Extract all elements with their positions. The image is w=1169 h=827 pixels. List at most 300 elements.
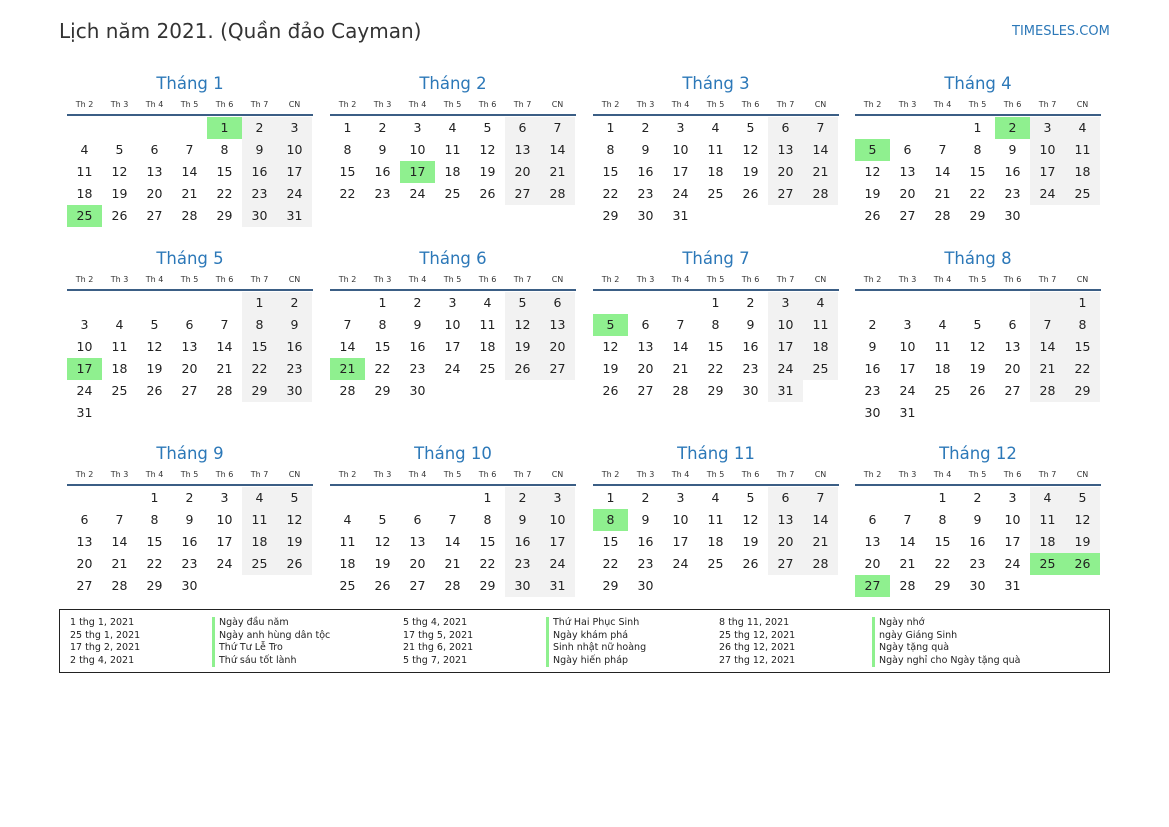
weekday-label: Th 6 <box>478 275 497 284</box>
day-cell: 11 <box>1030 509 1065 531</box>
day-cell: 18 <box>242 531 277 553</box>
legend-names-col-3 <box>872 617 1021 667</box>
day-cell: 22 <box>479 556 496 571</box>
weekday-label: Th 4 <box>145 100 164 109</box>
empty-day-cell <box>400 487 435 509</box>
legend-holiday-name: Ngày hiến pháp <box>553 654 629 666</box>
legend-date: 5 thg 7, 2021 <box>403 654 468 666</box>
month-calendar <box>855 441 1101 597</box>
day-grid <box>855 291 1101 424</box>
day-cell: 15 <box>707 339 724 354</box>
day-cell: 20 <box>146 186 163 201</box>
month-name: Tháng 12 <box>939 444 1017 463</box>
day-cell: 7 <box>803 487 838 509</box>
day-cell: 25 <box>803 358 838 380</box>
day-cell: 24 <box>672 186 689 201</box>
day-cell: 3 <box>540 487 575 509</box>
day-cell: 25 <box>242 553 277 575</box>
day-cell: 18 <box>76 186 93 201</box>
day-cell: 18 <box>1065 161 1100 183</box>
day-cell: 30 <box>637 578 654 593</box>
day-cell: 18 <box>934 361 951 376</box>
legend-holiday-name: Thứ Hai Phục Sinh <box>553 617 640 628</box>
day-cell: 5 <box>378 512 387 527</box>
month-calendar <box>593 441 839 597</box>
day-cell: 14 <box>672 339 689 354</box>
day-cell: 24 <box>540 553 575 575</box>
day-cell: 28 <box>899 578 916 593</box>
empty-day-cell <box>890 487 925 509</box>
day-cell: 14 <box>1030 336 1065 358</box>
day-cell: 28 <box>216 383 233 398</box>
day-cell: 24 <box>768 358 803 380</box>
day-cell: 28 <box>803 183 838 205</box>
month-name: Tháng 1 <box>156 74 224 93</box>
day-cell: 19 <box>602 361 619 376</box>
legend-date: 25 thg 1, 2021 <box>70 629 141 641</box>
day-cell: 31 <box>540 575 575 597</box>
day-cell: 23 <box>969 556 986 571</box>
weekday-label: Th 7 <box>1038 275 1057 284</box>
day-cell: 20 <box>1004 361 1021 376</box>
legend-dates-col-1 <box>70 617 140 667</box>
weekday-label: Th 2 <box>338 100 357 109</box>
day-cell: 7 <box>115 512 124 527</box>
month-name: Tháng 6 <box>419 249 487 268</box>
day-cell: 8 <box>483 512 492 527</box>
weekday-header <box>855 467 1101 486</box>
day-cell: 8 <box>150 512 159 527</box>
day-cell: 16 <box>374 164 391 179</box>
day-cell: 5 <box>746 490 755 505</box>
month-name: Tháng 2 <box>419 74 487 93</box>
month-calendar <box>67 441 313 597</box>
day-cell: 6 <box>185 317 194 332</box>
day-cell: 20 <box>637 361 654 376</box>
day-cell: 22 <box>216 186 233 201</box>
day-cell: 9 <box>641 142 650 157</box>
day-cell: 29 <box>602 208 619 223</box>
day-cell: 28 <box>934 208 951 223</box>
day-cell: 23 <box>242 183 277 205</box>
day-cell: 24 <box>899 383 916 398</box>
day-grid <box>67 116 313 227</box>
page-title: Lịch năm 2021. (Quần đảo Cayman) <box>59 19 422 43</box>
holiday-day-cell: 5 <box>593 314 628 336</box>
weekday-label: Th 7 <box>513 275 532 284</box>
day-cell: 4 <box>938 317 947 332</box>
day-cell: 3 <box>1030 117 1065 139</box>
weekday-label: Th 3 <box>636 275 655 284</box>
weekday-label: Th 2 <box>75 470 94 479</box>
day-cell: 13 <box>899 164 916 179</box>
day-cell: 17 <box>1004 534 1021 549</box>
day-cell: 16 <box>409 339 426 354</box>
empty-day-cell <box>67 292 102 314</box>
weekday-label: Th 5 <box>968 100 987 109</box>
day-cell: 26 <box>969 383 986 398</box>
day-cell: 26 <box>277 553 312 575</box>
weekday-label: Th 6 <box>1003 100 1022 109</box>
day-cell: 10 <box>409 142 426 157</box>
day-cell: 11 <box>1065 139 1100 161</box>
day-cell: 6 <box>505 117 540 139</box>
weekday-label: Th 6 <box>478 100 497 109</box>
legend-holiday-name: Ngày tặng quà <box>879 642 950 654</box>
day-cell: 27 <box>409 578 426 593</box>
day-cell: 23 <box>374 186 391 201</box>
day-cell: 19 <box>146 361 163 376</box>
day-cell: 11 <box>111 339 128 354</box>
empty-day-cell <box>102 487 137 509</box>
day-cell: 12 <box>1065 509 1100 531</box>
legend-holiday-name: ngày Giáng Sinh <box>879 629 958 641</box>
day-cell: 7 <box>185 142 194 157</box>
day-cell: 23 <box>277 358 312 380</box>
weekday-label: Th 5 <box>180 275 199 284</box>
day-cell: 28 <box>1030 380 1065 402</box>
day-cell: 18 <box>111 361 128 376</box>
day-cell: 27 <box>540 358 575 380</box>
weekday-label: Th 6 <box>741 470 760 479</box>
legend-date: 26 thg 12, 2021 <box>719 642 796 654</box>
day-cell: 27 <box>1004 383 1021 398</box>
day-cell: 21 <box>934 186 951 201</box>
day-cell: 8 <box>938 512 947 527</box>
day-cell: 7 <box>448 512 457 527</box>
day-cell: 9 <box>868 339 877 354</box>
day-cell: 4 <box>80 142 89 157</box>
day-cell: 18 <box>444 164 461 179</box>
day-cell: 2 <box>746 295 755 310</box>
month-calendar <box>330 71 576 205</box>
weekday-label: Th 2 <box>601 470 620 479</box>
day-cell: 21 <box>899 556 916 571</box>
weekday-label: Th 4 <box>933 275 952 284</box>
day-cell: 30 <box>277 380 312 402</box>
day-cell: 16 <box>1004 164 1021 179</box>
day-cell: 15 <box>479 534 496 549</box>
day-cell: 13 <box>505 139 540 161</box>
weekday-label: Th 6 <box>741 275 760 284</box>
holiday-day-cell: 25 <box>1030 553 1065 575</box>
day-grid <box>593 486 839 597</box>
day-cell: 12 <box>479 142 496 157</box>
day-cell: 4 <box>483 295 492 310</box>
weekday-label: Th 4 <box>408 100 427 109</box>
day-cell: 21 <box>672 361 689 376</box>
day-cell: 16 <box>505 531 540 553</box>
day-grid <box>330 291 576 402</box>
day-cell: 27 <box>76 578 93 593</box>
day-cell: 26 <box>146 383 163 398</box>
month-name: Tháng 3 <box>682 74 750 93</box>
day-cell: 1 <box>938 490 947 505</box>
weekday-header <box>67 272 313 291</box>
holiday-day-cell: 27 <box>855 575 890 597</box>
holiday-legend <box>59 609 1110 673</box>
legend-holiday-name: Ngày đầu năm <box>219 617 289 628</box>
day-cell: 23 <box>637 556 654 571</box>
holiday-day-cell: 2 <box>995 117 1030 139</box>
day-cell: 2 <box>413 295 422 310</box>
month-calendar <box>330 246 576 402</box>
day-cell: 11 <box>707 142 724 157</box>
empty-day-cell <box>207 292 242 314</box>
day-cell: 19 <box>742 164 759 179</box>
day-cell: 28 <box>444 578 461 593</box>
day-grid <box>593 291 839 402</box>
day-cell: 16 <box>242 161 277 183</box>
day-cell: 26 <box>602 383 619 398</box>
day-cell: 27 <box>899 208 916 223</box>
day-cell: 14 <box>540 139 575 161</box>
day-cell: 5 <box>1065 487 1100 509</box>
day-cell: 21 <box>540 161 575 183</box>
day-cell: 28 <box>803 553 838 575</box>
day-cell: 7 <box>540 117 575 139</box>
day-cell: 19 <box>374 556 391 571</box>
legend-names-col-1 <box>212 617 330 667</box>
weekday-label: Th 5 <box>706 275 725 284</box>
legend-dates-col-2 <box>403 617 473 667</box>
day-cell: 7 <box>938 142 947 157</box>
day-cell: 7 <box>803 117 838 139</box>
day-cell: 13 <box>146 164 163 179</box>
day-cell: 28 <box>540 183 575 205</box>
day-cell: 4 <box>343 512 352 527</box>
day-cell: 19 <box>1065 531 1100 553</box>
day-cell: 2 <box>868 317 877 332</box>
day-cell: 11 <box>76 164 93 179</box>
day-cell: 23 <box>864 383 881 398</box>
weekday-header <box>593 272 839 291</box>
day-cell: 4 <box>448 120 457 135</box>
day-cell: 1 <box>483 490 492 505</box>
day-grid <box>855 486 1101 597</box>
legend-holiday-name: Sinh nhật nữ hoàng <box>553 642 647 654</box>
day-cell: 26 <box>864 208 881 223</box>
day-cell: 22 <box>242 358 277 380</box>
day-cell: 27 <box>505 183 540 205</box>
day-cell: 22 <box>969 186 986 201</box>
month-calendar <box>330 441 576 597</box>
day-cell: 21 <box>1030 358 1065 380</box>
day-cell: 18 <box>803 336 838 358</box>
weekday-label: CN <box>288 275 301 284</box>
month-calendar <box>67 71 313 227</box>
day-cell: 25 <box>707 556 724 571</box>
day-cell: 31 <box>277 205 312 227</box>
day-cell: 17 <box>672 534 689 549</box>
weekday-header <box>593 97 839 116</box>
day-cell: 22 <box>1065 358 1100 380</box>
day-cell: 1 <box>606 120 615 135</box>
weekday-header <box>855 272 1101 291</box>
weekday-label: Th 2 <box>75 100 94 109</box>
weekday-label: Th 7 <box>776 470 795 479</box>
day-cell: 9 <box>973 512 982 527</box>
day-cell: 30 <box>1004 208 1021 223</box>
day-cell: 23 <box>637 186 654 201</box>
day-cell: 12 <box>505 314 540 336</box>
weekday-label: Th 2 <box>601 275 620 284</box>
day-cell: 24 <box>216 556 233 571</box>
day-cell: 2 <box>242 117 277 139</box>
month-calendar <box>593 246 839 402</box>
day-grid <box>593 116 839 227</box>
day-grid <box>855 116 1101 227</box>
weekday-label: CN <box>288 470 301 479</box>
day-cell: 6 <box>768 487 803 509</box>
day-cell: 12 <box>864 164 881 179</box>
day-cell: 30 <box>864 405 881 420</box>
day-cell: 8 <box>1065 314 1100 336</box>
day-cell: 22 <box>934 556 951 571</box>
day-cell: 29 <box>602 578 619 593</box>
empty-day-cell <box>855 292 890 314</box>
day-cell: 16 <box>864 361 881 376</box>
day-cell: 9 <box>277 314 312 336</box>
day-cell: 3 <box>220 490 229 505</box>
legend-date: 21 thg 6, 2021 <box>403 642 474 654</box>
day-cell: 30 <box>742 383 759 398</box>
day-cell: 12 <box>742 512 759 527</box>
legend-date: 5 thg 4, 2021 <box>403 617 468 628</box>
holiday-day-cell: 17 <box>67 358 102 380</box>
day-cell: 13 <box>637 339 654 354</box>
empty-day-cell <box>925 117 960 139</box>
day-cell: 19 <box>505 336 540 358</box>
day-cell: 9 <box>242 139 277 161</box>
day-cell: 1 <box>1065 292 1100 314</box>
day-cell: 7 <box>1030 314 1065 336</box>
month-calendar <box>67 246 313 424</box>
day-grid <box>330 116 576 205</box>
day-cell: 11 <box>934 339 951 354</box>
weekday-label: Th 4 <box>671 100 690 109</box>
day-cell: 17 <box>540 531 575 553</box>
day-cell: 10 <box>768 314 803 336</box>
weekday-header <box>593 467 839 486</box>
day-cell: 25 <box>479 361 496 376</box>
legend-date: 1 thg 1, 2021 <box>70 617 135 628</box>
weekday-label: Th 3 <box>373 470 392 479</box>
empty-day-cell <box>137 292 172 314</box>
day-cell: 10 <box>540 509 575 531</box>
weekday-label: Th 2 <box>338 275 357 284</box>
day-cell: 5 <box>483 120 492 135</box>
day-cell: 24 <box>409 186 426 201</box>
weekday-label: Th 4 <box>933 100 952 109</box>
legend-dates-col-3 <box>719 617 795 667</box>
day-cell: 25 <box>111 383 128 398</box>
day-cell: 18 <box>1030 531 1065 553</box>
weekday-label: Th 2 <box>75 275 94 284</box>
day-cell: 27 <box>768 553 803 575</box>
weekday-label: Th 6 <box>741 100 760 109</box>
day-cell: 3 <box>413 120 422 135</box>
day-cell: 22 <box>707 361 724 376</box>
weekday-label: Th 2 <box>863 470 882 479</box>
day-cell: 28 <box>181 208 198 223</box>
day-cell: 16 <box>969 534 986 549</box>
day-cell: 15 <box>339 164 356 179</box>
day-cell: 24 <box>1030 183 1065 205</box>
holiday-day-cell: 5 <box>855 139 890 161</box>
day-cell: 1 <box>973 120 982 135</box>
day-cell: 18 <box>339 556 356 571</box>
weekday-label: Th 2 <box>863 100 882 109</box>
empty-day-cell <box>925 292 960 314</box>
day-cell: 15 <box>146 534 163 549</box>
day-cell: 16 <box>181 534 198 549</box>
day-cell: 4 <box>803 292 838 314</box>
day-cell: 29 <box>374 383 391 398</box>
day-cell: 2 <box>185 490 194 505</box>
day-cell: 30 <box>969 578 986 593</box>
day-cell: 20 <box>505 161 540 183</box>
day-cell: 23 <box>1004 186 1021 201</box>
weekday-label: CN <box>1076 470 1089 479</box>
day-cell: 14 <box>444 534 461 549</box>
day-cell: 1 <box>606 490 615 505</box>
empty-day-cell <box>137 117 172 139</box>
day-cell: 5 <box>746 120 755 135</box>
weekday-label: Th 5 <box>443 100 462 109</box>
legend-date: 17 thg 2, 2021 <box>70 642 141 654</box>
day-cell: 24 <box>444 361 461 376</box>
day-cell: 26 <box>479 186 496 201</box>
day-cell: 6 <box>150 142 159 157</box>
weekday-label: CN <box>288 100 301 109</box>
day-cell: 15 <box>969 164 986 179</box>
day-cell: 15 <box>1065 336 1100 358</box>
day-cell: 19 <box>479 164 496 179</box>
weekday-label: Th 7 <box>1038 100 1057 109</box>
day-cell: 21 <box>803 531 838 553</box>
day-cell: 5 <box>115 142 124 157</box>
day-cell: 1 <box>150 490 159 505</box>
weekday-label: Th 7 <box>250 470 269 479</box>
weekday-label: Th 5 <box>706 100 725 109</box>
day-cell: 11 <box>242 509 277 531</box>
site-link[interactable]: TIMESLES.COM <box>1012 24 1110 39</box>
day-cell: 8 <box>378 317 387 332</box>
month-name: Tháng 8 <box>944 249 1012 268</box>
day-cell: 24 <box>277 183 312 205</box>
day-cell: 2 <box>378 120 387 135</box>
day-cell: 3 <box>676 490 685 505</box>
weekday-label: Th 4 <box>671 470 690 479</box>
weekday-label: Th 4 <box>933 470 952 479</box>
legend-holiday-name: Thứ sáu tốt lành <box>219 654 297 666</box>
legend-holiday-name: Ngày nhớ <box>879 617 925 628</box>
day-grid <box>67 291 313 424</box>
day-cell: 28 <box>339 383 356 398</box>
empty-day-cell <box>172 292 207 314</box>
day-cell: 8 <box>711 317 720 332</box>
weekday-label: Th 2 <box>863 275 882 284</box>
day-cell: 6 <box>540 292 575 314</box>
weekday-label: Th 5 <box>443 275 462 284</box>
day-cell: 13 <box>540 314 575 336</box>
empty-day-cell <box>67 117 102 139</box>
day-cell: 19 <box>969 361 986 376</box>
day-cell: 3 <box>1008 490 1017 505</box>
day-cell: 25 <box>934 383 951 398</box>
day-cell: 29 <box>969 208 986 223</box>
